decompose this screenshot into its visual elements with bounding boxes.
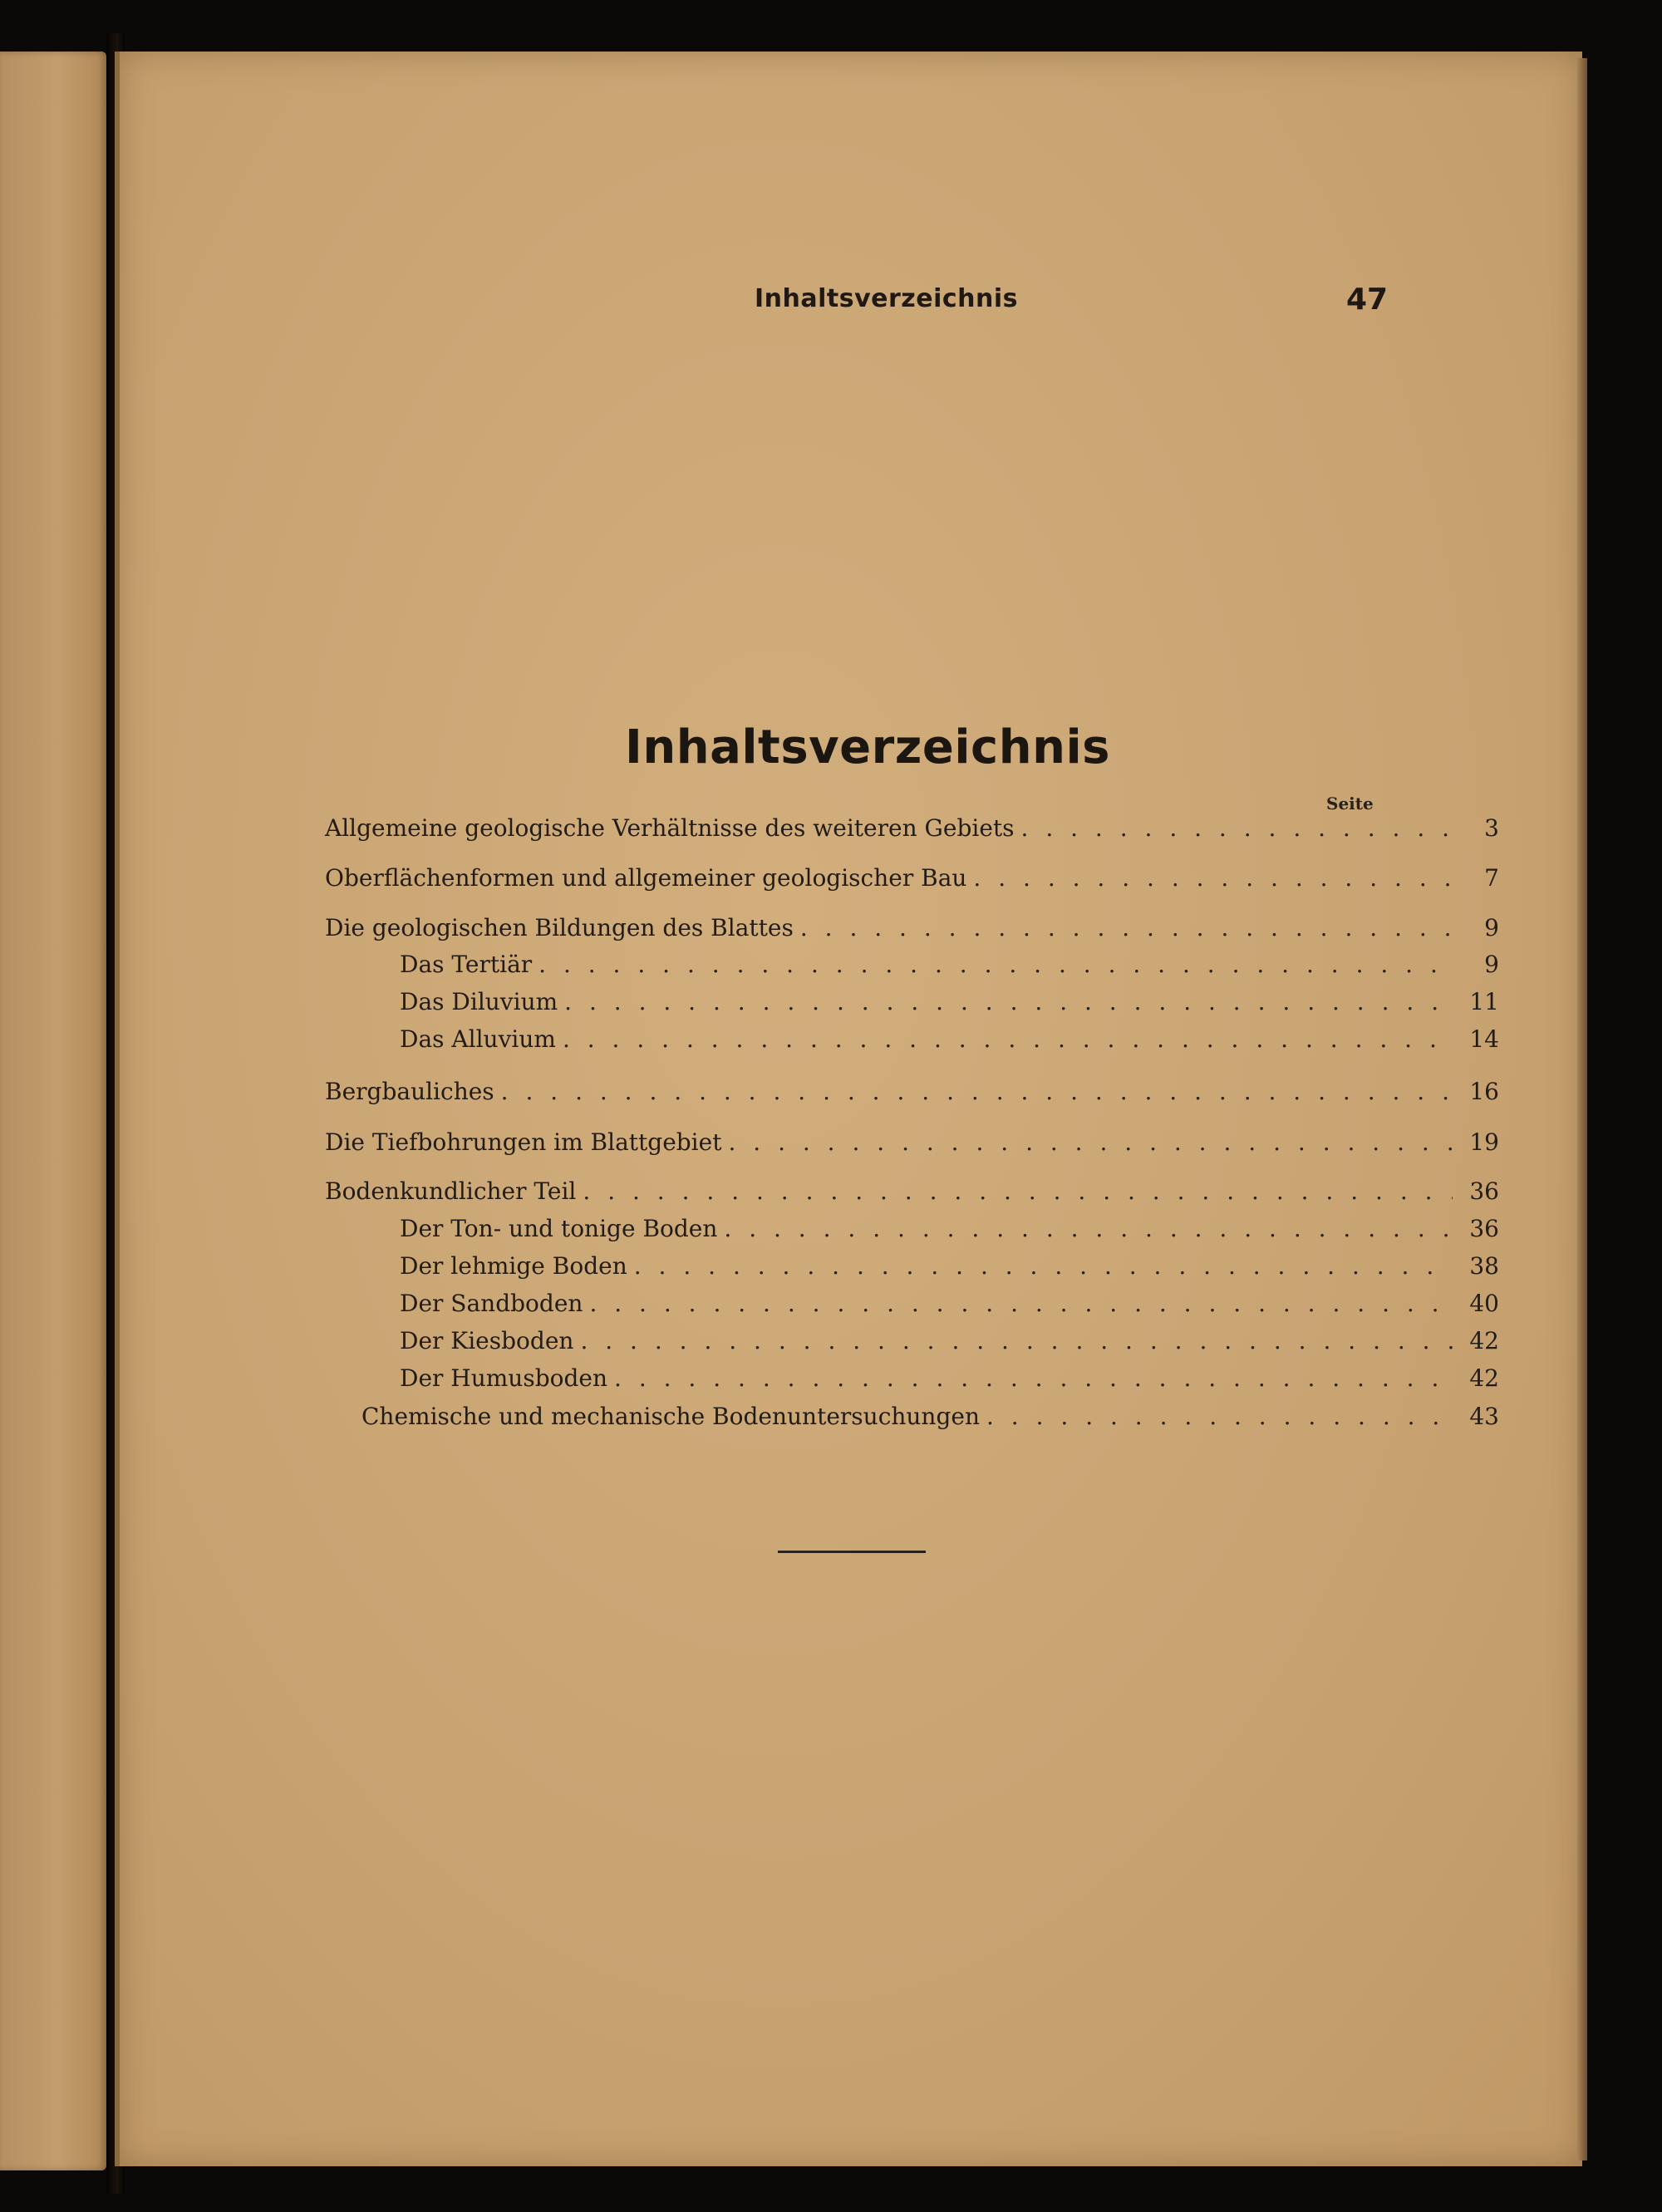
toc-entry	[400, 951, 1499, 986]
toc-entry-label: Der Sandboden	[400, 1290, 583, 1317]
toc-leader-dots	[563, 1025, 1453, 1054]
toc-entry-page: 11	[1469, 988, 1499, 1015]
toc-entry-label: Die geologischen Bildungen des Blattes	[325, 914, 794, 941]
toc-leader-dots	[564, 988, 1453, 1016]
toc-leader-dots	[986, 1403, 1453, 1431]
toc-entry	[400, 1364, 1499, 1399]
toc-entry-page: 9	[1484, 951, 1499, 978]
previous-page-edge	[0, 52, 106, 2170]
toc-leader-dots	[973, 864, 1453, 892]
page-column-label: Seite	[1326, 794, 1374, 814]
toc-entry	[400, 1025, 1499, 1060]
toc-leader-dots	[634, 1252, 1453, 1281]
toc-entry-label: Oberflächenformen und allgemeiner geologischer Bau	[325, 864, 967, 892]
toc-entry	[361, 1403, 1499, 1438]
toc-entry	[325, 1128, 1499, 1163]
toc-entry-page: 42	[1469, 1327, 1499, 1354]
toc-entry	[400, 1327, 1499, 1362]
toc-leader-dots	[728, 1128, 1453, 1157]
toc-entry	[325, 864, 1499, 899]
toc-entry-page: 36	[1469, 1177, 1499, 1205]
toc-entry-page: 42	[1469, 1364, 1499, 1392]
closing-rule	[778, 1551, 926, 1553]
toc-entry	[400, 1252, 1499, 1287]
toc-entry	[325, 1078, 1499, 1113]
toc-entry-label: Bodenkundlicher Teil	[325, 1177, 577, 1205]
toc-entry-label: Das Tertiär	[400, 951, 533, 978]
toc-entry-page: 9	[1484, 914, 1499, 941]
toc-entry-label: Der Kiesboden	[400, 1327, 574, 1354]
page-number: 47	[1346, 283, 1389, 317]
toc-entry	[325, 914, 1499, 949]
toc-entry	[400, 1290, 1499, 1325]
toc-leader-dots	[1021, 814, 1453, 843]
toc-entry-page: 16	[1469, 1078, 1499, 1105]
toc-leader-dots	[800, 914, 1453, 942]
toc-entry-page: 43	[1469, 1403, 1499, 1430]
toc-leader-dots	[724, 1215, 1453, 1243]
toc-entry-page: 36	[1469, 1215, 1499, 1242]
toc-entry-label: Bergbauliches	[325, 1078, 494, 1105]
toc-leader-dots	[538, 951, 1453, 979]
toc-entry-page: 19	[1469, 1128, 1499, 1156]
toc-entry-label: Das Alluvium	[400, 1025, 556, 1053]
toc-entry-page: 40	[1469, 1290, 1499, 1317]
running-header	[120, 284, 1582, 322]
running-title: Inhaltsverzeichnis	[755, 284, 1019, 313]
toc-entry-label: Der lehmige Boden	[400, 1252, 627, 1280]
toc-leader-dots	[614, 1364, 1453, 1393]
toc-leader-dots	[583, 1177, 1453, 1206]
toc-entry-page: 14	[1469, 1025, 1499, 1053]
toc-leader-dots	[501, 1078, 1453, 1106]
toc-entry-label: Chemische und mechanische Bodenuntersuchungen	[361, 1403, 980, 1430]
toc-entry	[325, 1177, 1499, 1212]
toc-entry-page: 3	[1484, 814, 1499, 842]
toc-entry-label: Das Diluvium	[400, 988, 558, 1015]
toc-leader-dots	[589, 1290, 1453, 1318]
toc-leader-dots	[580, 1327, 1453, 1355]
toc-entry	[400, 988, 1499, 1023]
toc-entry	[325, 814, 1499, 849]
page	[115, 52, 1582, 2166]
toc-entry-label: Allgemeine geologische Verhältnisse des weiteren Gebiets	[325, 814, 1015, 842]
page-right-edge	[1577, 58, 1587, 2160]
toc-entry-label: Die Tiefbohrungen im Blattgebiet	[325, 1128, 722, 1156]
toc-entry-label: Der Ton- und tonige Boden	[400, 1215, 718, 1242]
toc-entry-page: 7	[1484, 864, 1499, 892]
toc-entry-label: Der Humusboden	[400, 1364, 608, 1392]
toc-entry-page: 38	[1469, 1252, 1499, 1280]
page-title: Inhaltsverzeichnis	[625, 720, 1110, 774]
toc-entry	[400, 1215, 1499, 1250]
